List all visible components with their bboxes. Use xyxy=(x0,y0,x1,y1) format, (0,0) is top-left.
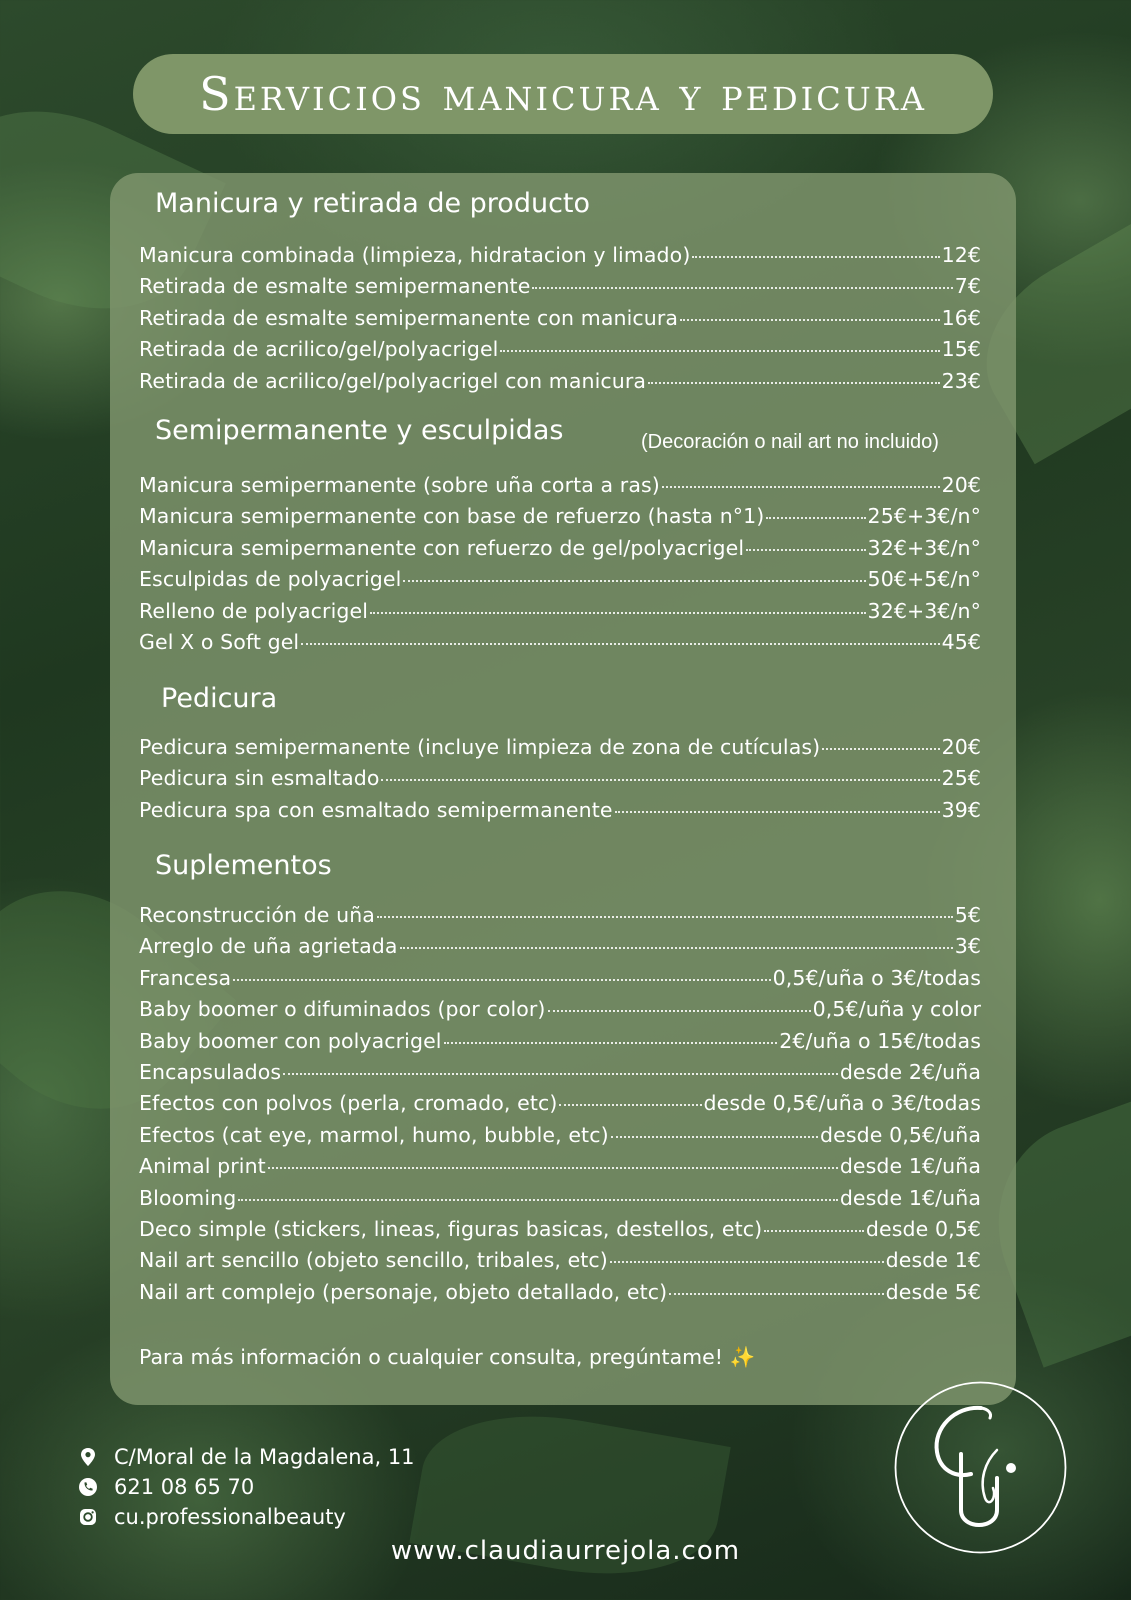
service-price: desde 1€/uña xyxy=(839,1154,981,1179)
instagram-link[interactable]: cu.professionalbeauty xyxy=(114,1505,346,1529)
price-list-item xyxy=(139,567,981,598)
service-name: Efectos con polvos (perla, cromado, etc) xyxy=(139,1091,558,1116)
service-price: 20€ xyxy=(941,735,981,759)
service-name: Relleno de polyacrigel xyxy=(139,598,368,623)
dot-leader xyxy=(615,811,940,813)
service-price: 25€+3€/n° xyxy=(867,504,981,529)
service-price: desde 2€/uña xyxy=(839,1059,981,1084)
page-title: Servicios manicura y pedicura xyxy=(199,67,927,121)
price-list-item xyxy=(139,243,981,274)
service-price: 15€ xyxy=(941,337,981,362)
contact-address xyxy=(78,1445,415,1469)
price-list-item xyxy=(139,1248,981,1279)
section-title-manicura: Manicura y retirada de producto xyxy=(155,188,591,219)
service-price: 16€ xyxy=(941,305,981,330)
service-name: Gel X o Soft gel xyxy=(139,629,300,654)
sparkles-icon: ✨ xyxy=(729,1345,756,1369)
service-price: 20€ xyxy=(941,473,981,497)
price-list-semipermanente xyxy=(139,473,981,661)
service-name: Manicura semipermanente con base de refuerzo (hasta n°1) xyxy=(139,504,765,529)
service-name: Francesa xyxy=(139,965,232,990)
service-name: Encapsulados xyxy=(139,1059,282,1084)
section-title-semipermanente: Semipermanente y esculpidas xyxy=(155,415,564,446)
service-name: Baby boomer con polyacrigel xyxy=(139,1028,442,1053)
service-price: 2€/uña o 15€/todas xyxy=(779,1028,981,1053)
dot-leader xyxy=(444,1042,778,1044)
instagram-icon xyxy=(78,1507,98,1527)
dot-leader xyxy=(283,1073,838,1075)
price-list-item xyxy=(139,369,981,400)
service-name: Efectos (cat eye, marmol, humo, bubble, etc) xyxy=(139,1122,609,1147)
service-name: Pedicura sin esmaltado xyxy=(139,766,380,791)
dot-leader xyxy=(500,350,939,352)
service-price: 50€+5€/n° xyxy=(867,567,981,592)
price-list-item xyxy=(139,798,981,829)
price-list-item xyxy=(139,1091,981,1122)
service-price: desde 5€ xyxy=(885,1279,981,1304)
service-price: 45€ xyxy=(941,629,981,654)
service-name: Manicura combinada (limpieza, hidratacion y limado) xyxy=(139,243,691,267)
service-name: Arreglo de uña agrietada xyxy=(139,934,398,959)
price-list-item xyxy=(139,599,981,630)
dot-leader xyxy=(370,612,866,614)
price-list-item xyxy=(139,1029,981,1060)
services-panel xyxy=(110,173,1016,1405)
price-list-item xyxy=(139,630,981,661)
dot-leader xyxy=(611,1136,818,1138)
service-price: 32€+3€/n° xyxy=(867,535,981,560)
service-name: Retirada de acrilico/gel/polyacrigel con manicura xyxy=(139,368,647,393)
phone-link[interactable]: 621 08 65 70 xyxy=(114,1475,255,1499)
service-name: Manicura semipermanente (sobre uña corta a ras) xyxy=(139,473,660,497)
section-title-suplementos: Suplementos xyxy=(155,850,332,881)
service-name: Retirada de acrilico/gel/polyacrigel xyxy=(139,337,499,362)
price-list-item xyxy=(139,997,981,1028)
dot-leader xyxy=(764,1230,864,1232)
service-name: Reconstrucción de uña xyxy=(139,903,375,927)
dot-leader xyxy=(648,382,940,384)
price-list-item xyxy=(139,903,981,934)
price-list-pedicura xyxy=(139,735,981,829)
service-price: 5€ xyxy=(954,903,981,927)
price-list-item xyxy=(139,934,981,965)
closing-note-text: Para más información o cualquier consulta, pregúntame! xyxy=(139,1345,723,1369)
price-list-item xyxy=(139,1186,981,1217)
dot-leader xyxy=(746,549,865,551)
service-price: desde 0,5€/uña xyxy=(820,1122,981,1147)
service-price: 39€ xyxy=(941,797,981,822)
dot-leader xyxy=(610,1261,884,1263)
dot-leader xyxy=(400,947,953,949)
dot-leader xyxy=(403,580,865,582)
price-list-item xyxy=(139,1217,981,1248)
service-price: 7€ xyxy=(954,274,981,299)
service-name: Nail art complejo (personaje, objeto detallado, etc) xyxy=(139,1279,668,1304)
service-price: 32€+3€/n° xyxy=(867,598,981,623)
phone-icon xyxy=(78,1477,98,1497)
dot-leader xyxy=(381,779,939,781)
location-pin-icon xyxy=(78,1447,98,1467)
price-list-item xyxy=(139,504,981,535)
price-list-item xyxy=(139,1123,981,1154)
service-name: Deco simple (stickers, lineas, figuras basicas, destellos, etc) xyxy=(139,1216,763,1241)
price-list-item xyxy=(139,473,981,504)
service-price: 0,5€/uña o 3€/todas xyxy=(772,965,981,990)
contact-instagram xyxy=(78,1505,346,1529)
price-list-item xyxy=(139,1060,981,1091)
price-list-item xyxy=(139,274,981,305)
price-list-item xyxy=(139,1280,981,1311)
price-list-suplementos xyxy=(139,903,981,1311)
service-name: Animal print xyxy=(139,1154,266,1179)
dot-leader xyxy=(532,287,952,289)
dot-leader xyxy=(377,916,953,918)
section-note-semipermanente: (Decoración o nail art no incluido) xyxy=(641,431,939,453)
service-name: Retirada de esmalte semipermanente xyxy=(139,274,531,299)
service-price: 12€ xyxy=(941,243,981,267)
dot-leader xyxy=(822,748,939,750)
dot-leader xyxy=(238,1199,837,1201)
dot-leader xyxy=(766,517,865,519)
service-name: Nail art sencillo (objeto sencillo, tribales, etc) xyxy=(139,1248,608,1273)
dot-leader xyxy=(548,1010,811,1012)
price-list-item xyxy=(139,337,981,368)
dot-leader xyxy=(301,643,939,645)
dot-leader xyxy=(662,486,940,488)
dot-leader xyxy=(559,1104,701,1106)
dot-leader xyxy=(669,1293,883,1295)
service-price: 0,5€/uña y color xyxy=(812,997,981,1022)
price-list-item xyxy=(139,536,981,567)
service-name: Baby boomer o difuminados (por color) xyxy=(139,997,546,1022)
price-list-item xyxy=(139,766,981,797)
cu-monogram-logo xyxy=(893,1380,1068,1555)
website-link[interactable]: www.claudiaurrejola.com xyxy=(390,1536,741,1566)
dot-leader xyxy=(233,979,770,981)
service-price: 3€ xyxy=(954,934,981,959)
address-text: C/Moral de la Magdalena, 11 xyxy=(114,1445,415,1469)
price-list-item xyxy=(139,966,981,997)
price-list-manicura xyxy=(139,243,981,400)
service-price: 23€ xyxy=(941,368,981,393)
price-list-item xyxy=(139,1154,981,1185)
service-price: 25€ xyxy=(941,766,981,791)
service-name: Retirada de esmalte semipermanente con manicura xyxy=(139,305,679,330)
price-list-item xyxy=(139,735,981,766)
service-price: desde 1€ xyxy=(885,1248,981,1273)
dot-leader xyxy=(680,319,940,321)
service-name: Esculpidas de polyacrigel xyxy=(139,567,402,592)
section-title-pedicura: Pedicura xyxy=(161,683,278,714)
service-price: desde 0,5€/uña o 3€/todas xyxy=(703,1091,981,1116)
service-name: Blooming xyxy=(139,1185,237,1210)
service-name: Pedicura spa con esmaltado semipermanente xyxy=(139,797,613,822)
service-name: Pedicura semipermanente (incluye limpieza de zona de cutículas) xyxy=(139,735,821,759)
price-list-item xyxy=(139,306,981,337)
title-banner xyxy=(133,54,993,134)
dot-leader xyxy=(268,1167,838,1169)
service-name: Manicura semipermanente con refuerzo de gel/polyacrigel xyxy=(139,535,745,560)
service-price: desde 1€/uña xyxy=(839,1185,981,1210)
contact-phone xyxy=(78,1475,254,1499)
service-price: desde 0,5€ xyxy=(865,1216,981,1241)
closing-note xyxy=(139,1345,755,1370)
dot-leader xyxy=(692,256,939,258)
